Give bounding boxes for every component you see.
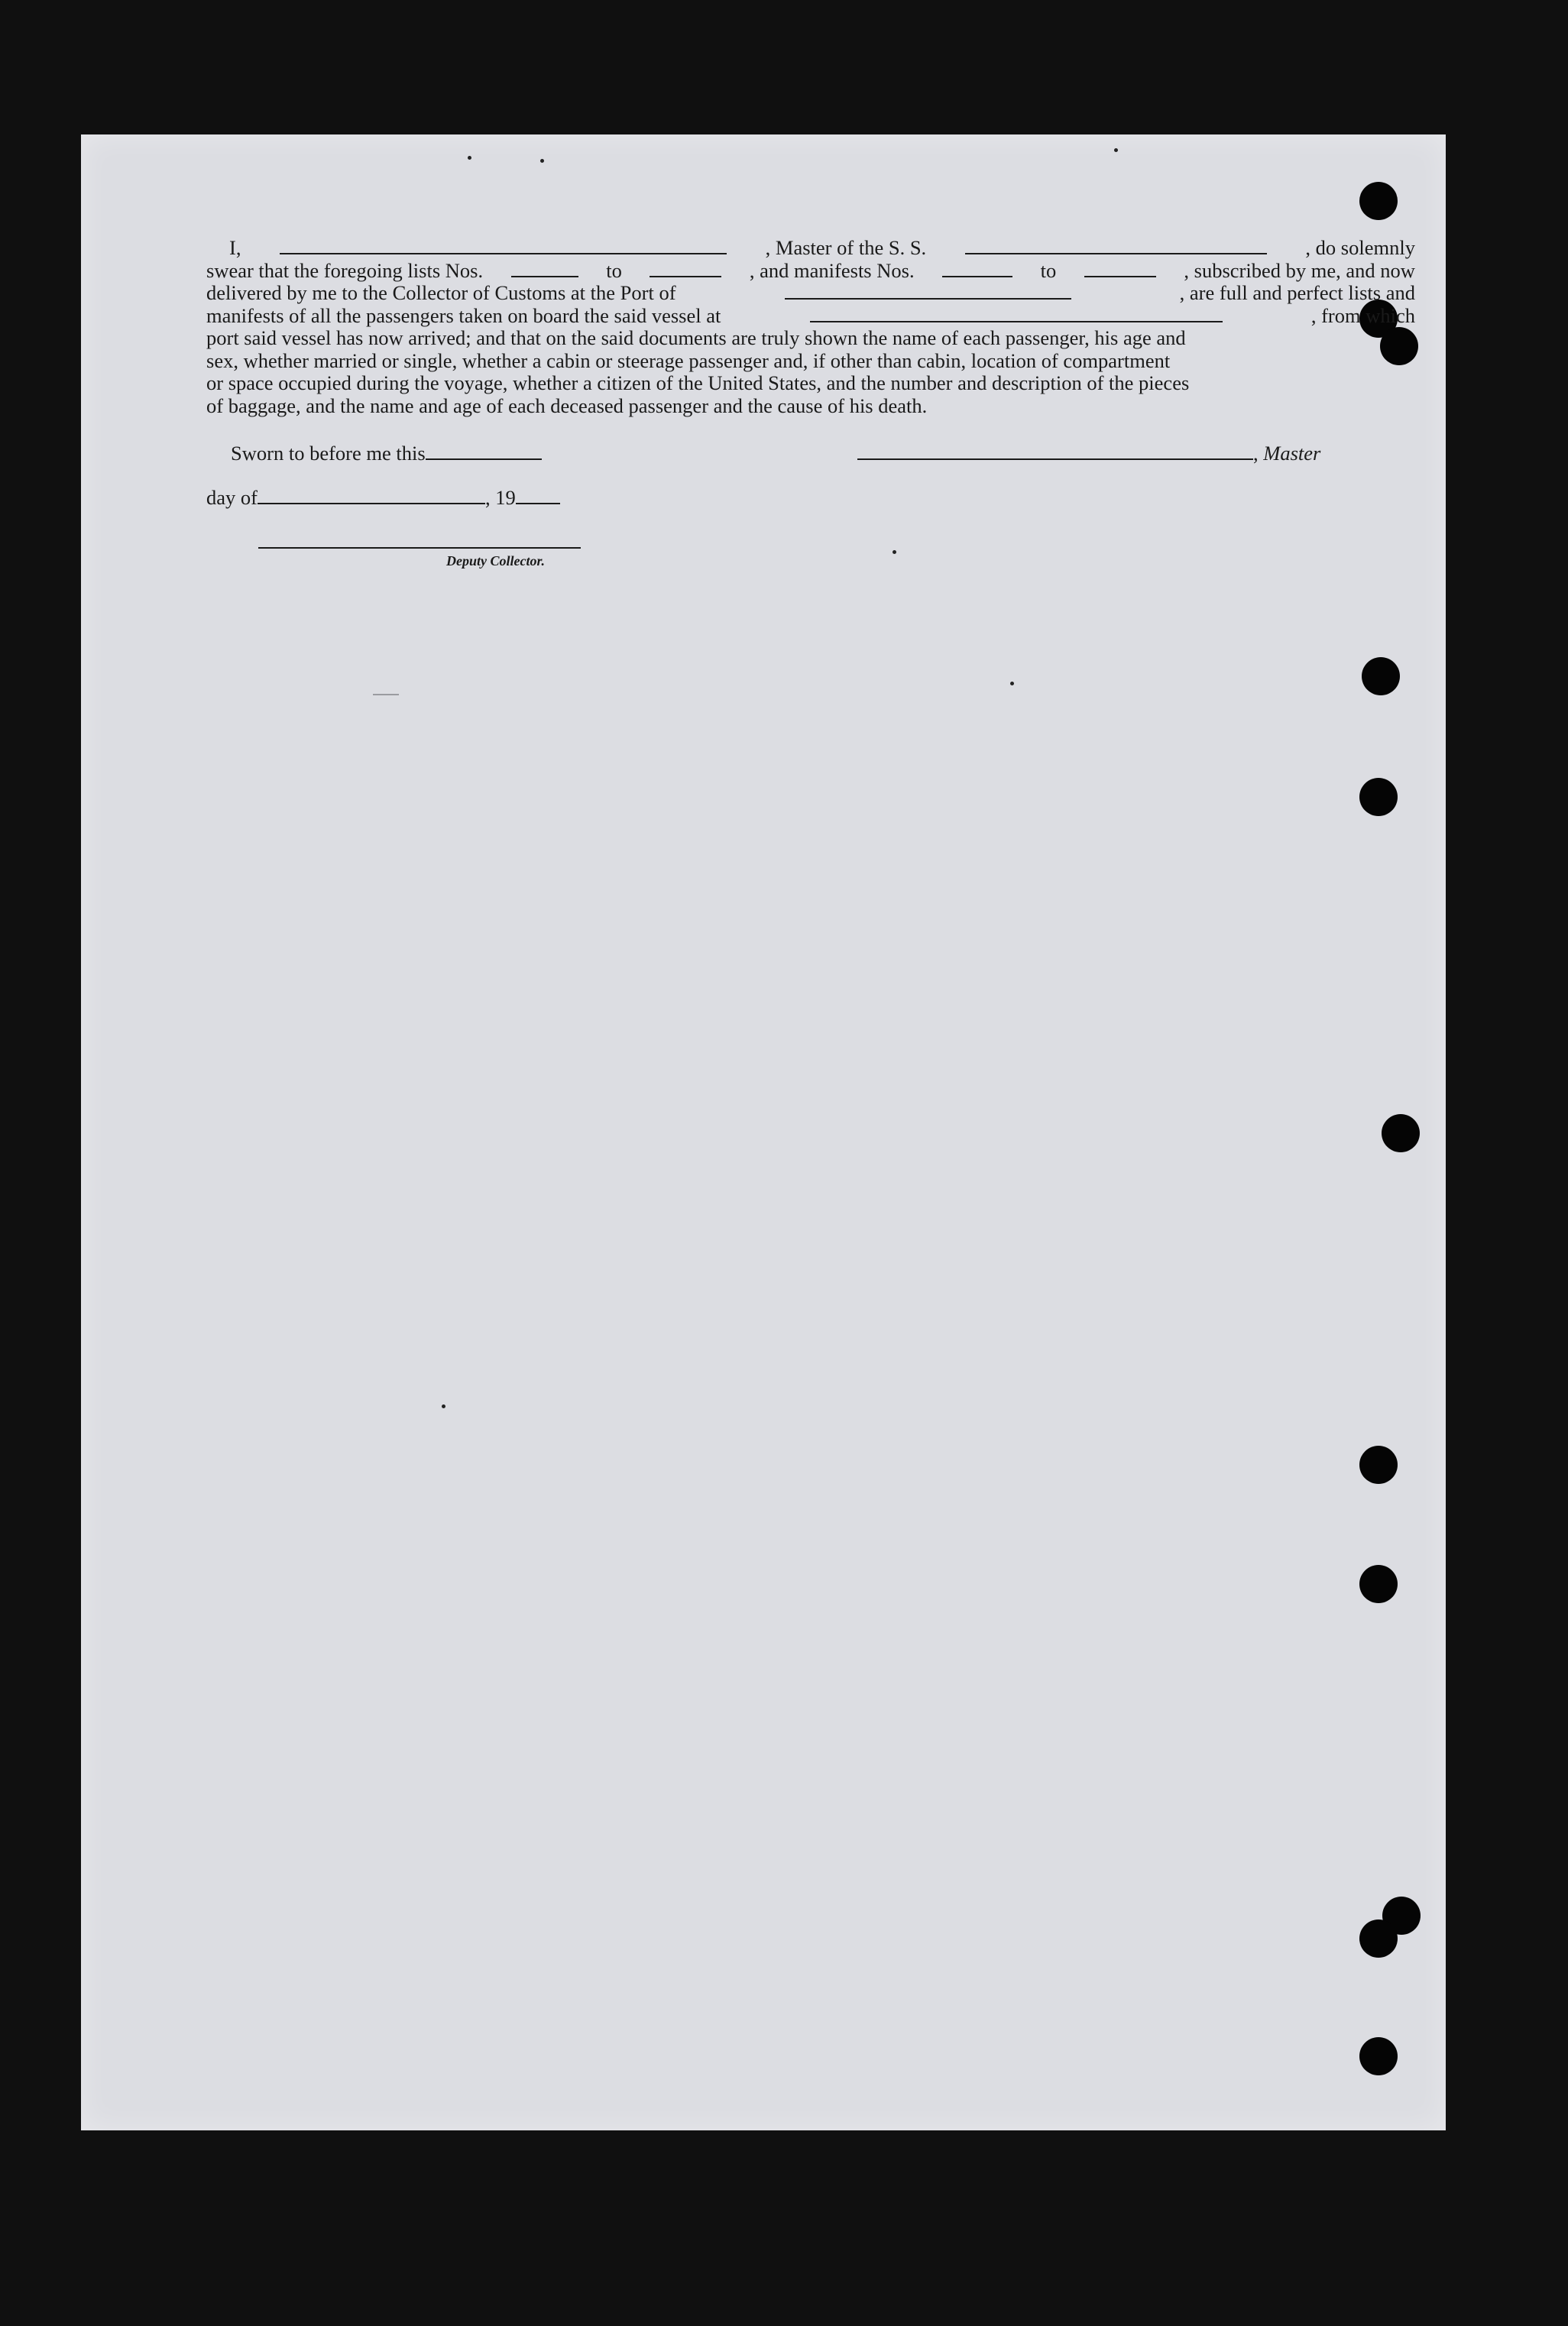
manifests-from-blank: [942, 261, 1012, 277]
port-blank: [785, 283, 1071, 300]
sworn-row: [231, 442, 542, 465]
oath-line-7: [206, 372, 1415, 395]
from-which-label: , from which: [1310, 303, 1415, 327]
year-blank: [516, 488, 560, 504]
punch-hole: [1382, 1114, 1420, 1152]
oath-line-4: [206, 305, 1415, 328]
vessel-at-label: manifests of all the passengers taken on board the said vessel at: [206, 303, 721, 327]
oath-line-5: [206, 327, 1415, 350]
manifests-to-label: to: [1040, 258, 1057, 282]
full-lists-label: , are full and perfect lists and: [1179, 281, 1415, 304]
dust-speck: [893, 550, 896, 554]
day-of-row: [206, 486, 560, 510]
solemnly-label: , do solemnly: [1305, 236, 1415, 259]
oath-line-8: [206, 395, 1415, 418]
lists-to-label: to: [606, 258, 622, 282]
oath-text-6: sex, whether married or single, whether a cabin or steerage passenger and, if other than cabin, location of compartment: [206, 348, 1171, 372]
deputy-signature-line: [258, 547, 581, 549]
lists-from-blank: [511, 261, 578, 277]
embarkation-port-blank: [810, 306, 1223, 322]
manifests-nos-label: , and manifests Nos.: [749, 258, 915, 282]
oath-line-6: [206, 350, 1415, 373]
dust-speck: [468, 156, 471, 160]
oath-line-1: [206, 237, 1415, 260]
day-of-label: day of: [206, 486, 258, 509]
oath-line-2: [206, 260, 1415, 283]
dust-speck: [1010, 682, 1014, 685]
punch-hole: [1359, 1446, 1398, 1484]
ship-name-blank: [965, 238, 1267, 254]
punch-hole: [1359, 1565, 1398, 1603]
punch-hole: [1359, 1919, 1398, 1958]
punch-hole: [1359, 2037, 1398, 2075]
manifests-to-blank: [1084, 261, 1156, 277]
lists-to-blank: [650, 261, 721, 277]
subscribed-label: , subscribed by me, and now: [1184, 258, 1415, 282]
master-label: Master: [1263, 442, 1321, 465]
dust-speck: [442, 1404, 445, 1408]
oath-paragraph: [206, 237, 1415, 417]
oath-text-8: of baggage, and the name and age of each deceased passenger and the cause of his death.: [206, 394, 928, 417]
year-prefix-label: , 19: [484, 486, 516, 509]
lists-nos-label: swear that the foregoing lists Nos.: [206, 258, 484, 282]
day-of-blank: [258, 488, 485, 504]
dust-speck: [1114, 148, 1118, 152]
oath-text-7: or space occupied during the voyage, whether a citizen of the United States, and the number and description of the pieces: [206, 371, 1190, 394]
punch-hole: [1362, 657, 1400, 695]
sworn-label: Sworn to before me this: [231, 442, 426, 465]
bleed-through-mark: [373, 694, 399, 695]
punch-hole: [1359, 182, 1398, 220]
master-of-label: , Master of the S. S.: [765, 236, 927, 259]
oath-line-3: [206, 282, 1415, 305]
punch-hole: [1359, 778, 1398, 816]
port-label: delivered by me to the Collector of Customs at the Port of: [206, 281, 676, 304]
sworn-date-blank: [426, 444, 542, 460]
master-comma: ,: [1253, 442, 1259, 465]
document-sheet: [81, 134, 1446, 2130]
dust-speck: [540, 159, 544, 163]
oath-prefix-i: I,: [229, 236, 241, 259]
oath-text-5: port said vessel has now arrived; and that on the said documents are truly shown the name of each passenger, his age and: [206, 326, 1186, 349]
master-name-blank: [280, 238, 727, 254]
deputy-collector-label: Deputy Collector.: [446, 553, 545, 569]
master-signature-blank: [857, 444, 1253, 460]
master-signature-row: [857, 442, 1320, 465]
